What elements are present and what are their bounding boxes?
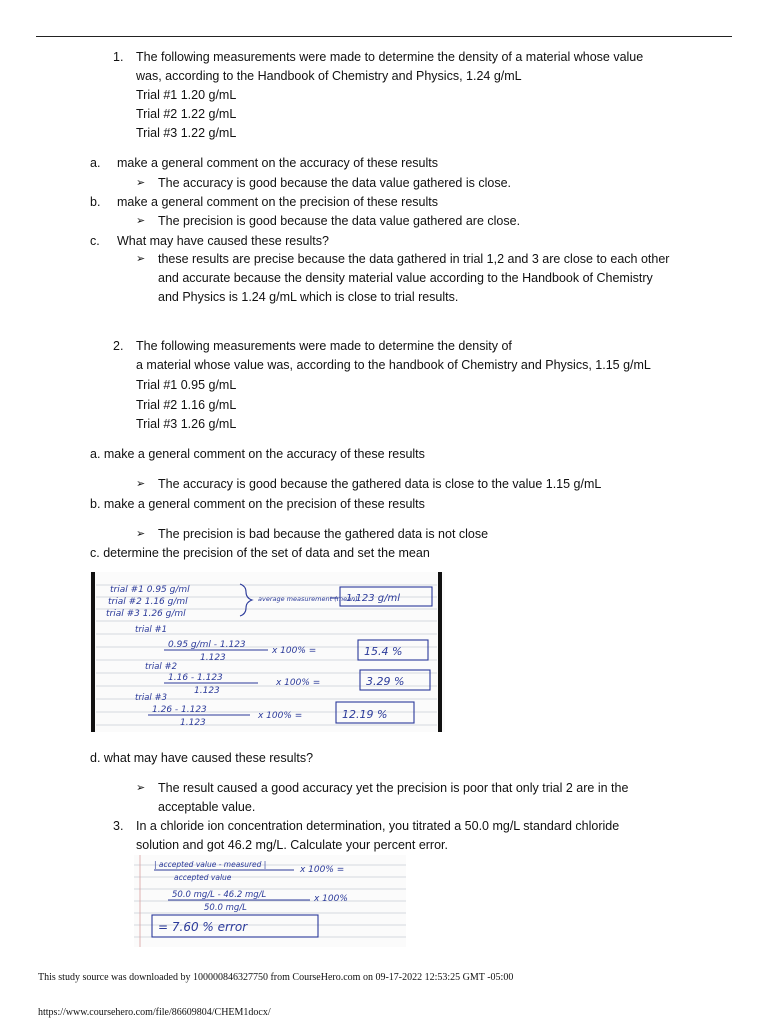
arrow-bullet-icon: ➢: [136, 177, 146, 189]
q2-trial-2: Trial #2 1.16 g/mL: [136, 398, 237, 412]
hw2-result: = 7.60 % error: [158, 920, 248, 934]
hw-mean-label: average measurement (mean): [258, 595, 358, 603]
q3-number: 3.: [113, 819, 124, 833]
q2a-answer: The accuracy is good because the gathered data is close to the value 1.15 g/mL: [158, 477, 602, 491]
q1-text-line2: was, according to the Handbook of Chemistry and Physics, 1.24 g/mL: [136, 69, 522, 83]
hw-trial2-denominator: 1.123: [194, 686, 220, 696]
hw-trial2-multiplier: x 100% =: [276, 678, 321, 688]
hw-row-1: trial #1 0.95 g/ml: [110, 585, 190, 595]
hw-trial1-multiplier: x 100% =: [272, 646, 317, 656]
hw-trial3-label: trial #3: [135, 693, 167, 703]
q2d-answer-line2: acceptable value.: [158, 800, 256, 814]
hw-trial1-label: trial #1: [135, 625, 167, 635]
q1b-label: b.: [90, 195, 101, 209]
hw-trial1-result: 15.4 %: [364, 645, 403, 658]
hw-trial1-numerator: 0.95 g/ml - 1.123: [168, 640, 246, 650]
hw2-calc-multiplier: x 100%: [314, 894, 348, 904]
q1-trial-2: Trial #2 1.22 g/mL: [136, 107, 237, 121]
hw2-calc-numerator: 50.0 mg/L - 46.2 mg/L: [172, 890, 267, 900]
hw-trial2-numerator: 1.16 - 1.123: [168, 673, 223, 683]
q1a-label: a.: [90, 156, 101, 170]
q2-trial-3: Trial #3 1.26 g/mL: [136, 417, 237, 431]
hw-trial3-denominator: 1.123: [180, 718, 206, 728]
q1c-answer-line1: these results are precise because the data gathered in trial 1,2 and 3 are close to each other: [158, 252, 670, 266]
hw2-denominator: accepted value: [174, 873, 232, 882]
hw-row-2: trial #2 1.16 g/ml: [108, 597, 188, 607]
q1-text-line1: The following measurements were made to determine the density of a material whose value: [136, 50, 644, 64]
source-url[interactable]: https://www.coursehero.com/file/86609804/CHEM1docx/: [38, 1007, 271, 1018]
q1-trial-3: Trial #3 1.22 g/mL: [136, 126, 237, 140]
handwritten-calculation-image: [90, 572, 445, 732]
q1a-text: make a general comment on the accuracy of these results: [117, 156, 438, 170]
arrow-bullet-icon: ➢: [136, 215, 146, 227]
hw-trial2-label: trial #2: [145, 662, 177, 672]
q1b-text: make a general comment on the precision of these results: [117, 195, 439, 209]
hw-trial3-result: 12.19 %: [342, 708, 388, 721]
hw-trial3-numerator: 1.26 - 1.123: [152, 705, 207, 715]
hw2-numerator: | accepted value - measured |: [154, 860, 267, 869]
hw-row-3: trial #3 1.26 g/ml: [106, 609, 186, 619]
hw-trial3-multiplier: x 100% =: [258, 711, 303, 721]
q1c-text: What may have caused these results?: [117, 234, 329, 248]
q1b-answer: The precision is good because the data value gathered are close.: [158, 214, 521, 228]
hw2-multiplier: x 100% =: [300, 865, 345, 875]
q2c-text: c. determine the precision of the set of data and set the mean: [90, 546, 430, 560]
handwritten-percent-error-image: [134, 855, 406, 947]
download-source-note: This study source was downloaded by 100000846327750 from CourseHero.com on 09-17-2022 12:53:25 GMT -05:00: [38, 972, 514, 983]
hw2-calc-denominator: 50.0 mg/L: [204, 903, 247, 913]
arrow-bullet-icon: ➢: [136, 782, 146, 794]
q2-number: 2.: [113, 339, 124, 353]
hw-trial1-denominator: 1.123: [200, 653, 226, 663]
arrow-bullet-icon: ➢: [136, 528, 146, 540]
q1c-label: c.: [90, 234, 100, 248]
q2-text-line1: The following measurements were made to determine the density of: [136, 339, 512, 353]
q1c-answer-line2: and accurate because the density material value according to the Handbook of Chemistry: [158, 271, 653, 285]
q3-text-line1: In a chloride ion concentration determination, you titrated a 50.0 mg/L standard chloride: [136, 819, 620, 833]
arrow-bullet-icon: ➢: [136, 253, 146, 265]
q1a-answer: The accuracy is good because the data value gathered is close.: [158, 176, 511, 190]
q1c-answer-line3: and Physics is 1.24 g/mL which is close to trial results.: [158, 290, 459, 304]
q2d-text: d. what may have caused these results?: [90, 751, 314, 765]
q1-trial-1: Trial #1 1.20 g/mL: [136, 88, 237, 102]
arrow-bullet-icon: ➢: [136, 478, 146, 490]
q2-text-line2: a material whose value was, according to the handbook of Chemistry and Physics, 1.15 g/mL: [136, 358, 651, 372]
q1-number: 1.: [113, 50, 124, 64]
hw-trial2-result: 3.29 %: [366, 675, 405, 688]
q3-text-line2: solution and got 46.2 mg/L. Calculate your percent error.: [136, 838, 448, 852]
top-rule: [36, 36, 732, 37]
hw-mean-value: 1.123 g/ml: [346, 593, 401, 604]
q2-trial-1: Trial #1 0.95 g/mL: [136, 378, 237, 392]
q2d-answer-line1: The result caused a good accuracy yet the precision is poor that only trial 2 are in the: [158, 781, 629, 795]
q2b-answer: The precision is bad because the gathered data is not close: [158, 527, 489, 541]
q2a-text: a. make a general comment on the accuracy of these results: [90, 447, 425, 461]
q2b-text: b. make a general comment on the precision of these results: [90, 497, 425, 511]
